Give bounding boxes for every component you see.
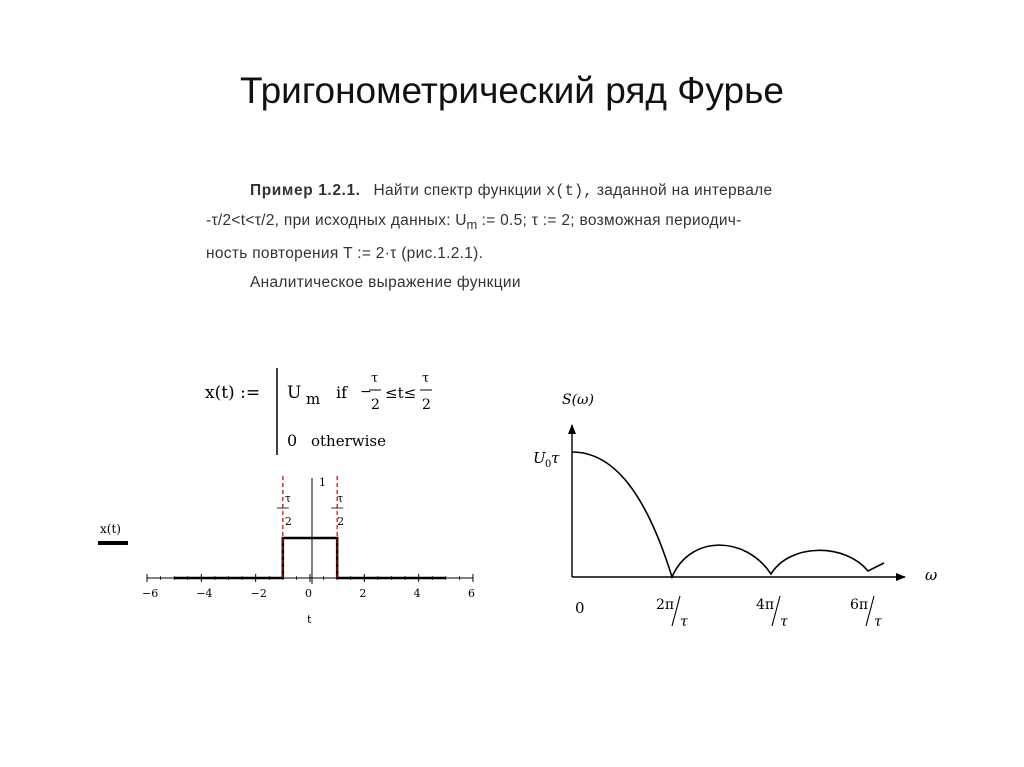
spectrum-plot [533, 392, 937, 630]
pulse-ylabel: x(t) [100, 522, 121, 536]
formula-lhs: x(t) := [205, 383, 261, 403]
pulse-xtick-label: 6 [468, 587, 475, 600]
um-symbol: U [455, 212, 467, 229]
spectrum-tick-den: τ [780, 614, 788, 630]
x-arrow-icon [896, 573, 906, 581]
formula-zero: 0 [287, 431, 298, 450]
piecewise-formula [205, 368, 432, 455]
spectrum-tick-num: 2π [656, 597, 675, 613]
formula-m: m [306, 390, 321, 408]
u0-subscript: 0 [545, 459, 552, 470]
formula-two-2: 2 [422, 397, 431, 413]
pulse-ytick: 1 [319, 476, 326, 489]
pulse-xtick-label: −6 [142, 587, 159, 600]
tau-marker-two: 2 [337, 515, 345, 528]
spectrum-ylabel: S(ω) [562, 392, 594, 408]
example-interval: -τ/2<t<τ/2, при исходных данных: [206, 212, 451, 229]
pulse-plot [98, 476, 475, 626]
formula-minus: − [360, 384, 372, 400]
tau-marker-two: 2 [284, 515, 292, 528]
pulse-xtick-label: 4 [413, 587, 421, 600]
formula-otherwise: otherwise [311, 432, 386, 450]
example-line-3: ность повторения T := 2·τ (рис.1.2.1). [206, 245, 484, 263]
formula-two-1: 2 [371, 397, 380, 413]
function-name: x(t), [545, 182, 593, 200]
example-line-4: Аналитическое выражение функции [250, 274, 521, 292]
y-arrow-icon [568, 424, 576, 434]
pulse-xtick-label: 0 [305, 587, 312, 600]
formula-tau-1: τ [371, 371, 379, 386]
formula-tau-2: τ [422, 371, 430, 386]
u0-tau: τ [551, 449, 560, 467]
tau-marker-tau: τ [284, 492, 291, 505]
formula-leq: ≤t≤ [385, 384, 417, 402]
u0-symbol: U [533, 449, 546, 467]
example-params: := 0.5; τ := 2; возможная периодич- [481, 212, 742, 229]
example-heading: Пример 1.2.1. [250, 182, 361, 199]
spectrum-tick-num: 6π [850, 597, 869, 613]
formula-if: if [336, 383, 348, 402]
spectrum-tick-den: τ [874, 614, 882, 630]
um-subscript: m [466, 217, 478, 233]
example-task: Найти спектр функции [373, 182, 542, 199]
spectrum-origin: 0 [575, 599, 585, 617]
example-interval-text: заданной на интервале [596, 182, 773, 199]
slide-title: Тригонометрический ряд Фурье [240, 70, 784, 111]
omega-label: ω [925, 566, 938, 584]
pulse-xtick-label: −2 [250, 587, 267, 600]
spectrum-ticks [656, 596, 882, 630]
formula-u: U [287, 383, 302, 403]
tau-markers [277, 476, 344, 578]
pulse-series [174, 538, 446, 578]
spectrum-curve [572, 452, 884, 577]
tau-marker-tau: τ [337, 492, 344, 505]
pulse-xtick-label: −4 [196, 587, 213, 600]
spectrum-tick-num: 4π [756, 597, 775, 613]
pulse-xtick-label: 2 [359, 587, 367, 600]
pulse-xlabel: t [307, 613, 312, 626]
spectrum-tick-den: τ [680, 614, 688, 630]
